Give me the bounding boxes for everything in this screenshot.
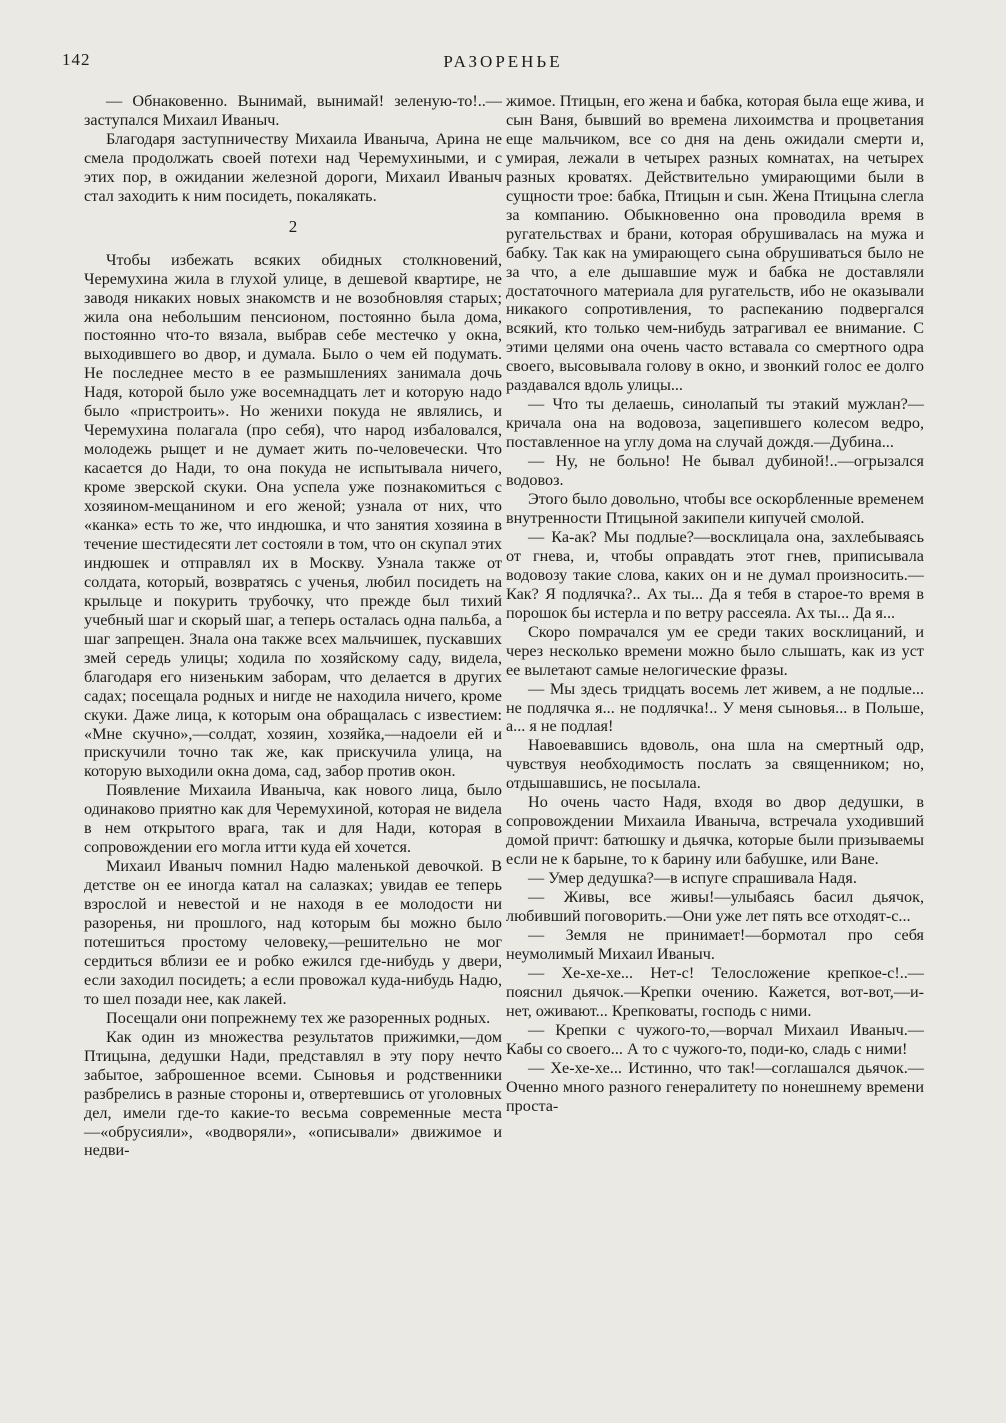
paragraph: — Мы здесь тридцать восемь лет живем, а не подлые... не подлячка я... не подлячка!.. У меня сыновья... в Польше, а... я не подлая! xyxy=(506,679,924,736)
paragraph: — Что ты делаешь, синолапый ты этакий мужлан?—кричала она на водовоза, зацепившего колесом ведро, поставленное на углу дома на случай дождя.—Дубина... xyxy=(506,395,924,452)
paragraph: Появление Михаила Иваныча, как нового лица, было одинаково приятно как для Черемухиной, которая не видела в нем открытого врага, так и для Нади, которая в сопровождении его могла итти куда ей хочется. xyxy=(84,781,502,857)
paragraph: Чтобы избежать всяких обидных столкновений, Черемухина жила в глухой улице, в дешевой квартире, не заводя никаких новых знакомств и не возобновляя старых; жила она небольшим пенсионом, постоянно была дома, постоянно что-то вязала, выбрав себе местечко у окна, выходившего во двор, и думала. Было о чем ей подумать. Не последнее место в ее размышлениях занимала дочь Надя, которой было уже восемнадцать лет и которую надо было «пристроить». Но женихи покуда не являлись, и Черемухина полагала (про себя), что народ избаловался, молодежь рыщет и не думает жить по-человечески. Что касается до Нади, то она покуда не испытывала ничего, кроме зверской скуки. Она успела уже познакомиться с хозяином-мещанином и его женой; узнала от них, что «канка» есть то же, что индюшка, и что занятия хозяина в течение шестидесяти лет состояли в том, что он скупал этих индюшек и отправлял их в Москву. Узнала также от солдата, который, возвратясь с ученья, любил посидеть на крыльце и покурить трубочку, что прежде был тихий учебный шаг и скорый шаг, а теперь осталась одна пальба, а шаг запрещен. Знала она также всех мальчишек, пускавших змей середь улицы; ходила по хозяйскому саду, видела, благодаря его низеньким заборам, что делается в других садах; посещала родных и нигде не находила ничего, кроме скуки. Даже лица, к которым она обращалась с известием: «Мне скучно»,—солдат, хозяин, хозяйка,—надоели ей и прискучили точно так же, как прискучила улица, на которую выходили окна дома, сад, забор против окон. xyxy=(84,250,502,781)
paragraph: — Обнаковенно. Вынимай, вынимай! зеленую-то!..—заступался Михаил Иваныч. xyxy=(84,92,502,129)
paragraph: Благодаря заступничеству Михаила Иваныча, Арина не смела продолжать своей потехи над Черемухиными, и с этих пор, в ожидании железной дороги, Михаил Иваныч стал заходить к ним посидеть, покалякать. xyxy=(84,129,502,205)
left-column xyxy=(84,92,502,1160)
section-number: 2 xyxy=(288,216,298,236)
paragraph: Скоро помрачался ум ее среди таких восклицаний, и через несколько времени можно было слышать, как из уст ее вылетают самые нелогические фразы. xyxy=(506,622,924,679)
paragraph: Посещали они попрежнему тех же разоренных родных. xyxy=(106,1008,491,1027)
paragraph: — Ну, не больно! Не бывал дубиной!..—огрызался водовоз. xyxy=(506,452,924,490)
paragraph: Навоевавшись вдоволь, она шла на смертный одр, чувствуя необходимость послать за священником; но, отдышавшись, не посылала. xyxy=(506,736,924,793)
paragraph: — Ка-ак? Мы подлые?—восклицала она, захлебываясь от гнева, и, чтобы оправдать этот гнев, приписывала водовозу такие слова, каких он и не думал произносить.—Как? Я подлячка?.. Ах ты... Да я тебя в старое-то время в порошок бы истерла и по ветру рассеяла. Ах ты... Да я... xyxy=(506,527,924,622)
right-column xyxy=(506,92,924,1115)
paragraph: — Крепки с чужого-то,—ворчал Михаил Иваныч.—Кабы со своего... А то с чужого-то, поди-ко, сладь с ними! xyxy=(506,1020,924,1058)
paragraph: Как один из множества результатов прижимки,—дом Птицына, дедушки Нади, представлял в эту пору нечто забытое, заброшенное всеми. Сыновья и родственники разбрелись в разные стороны и, отвертевшись от уголовных дел, имели где-то какие-то весьма современные места—«обрусияли», «водворяли», «описывали» движимое и недви- xyxy=(84,1027,502,1160)
paragraph: — Хе-хе-хе... Нет-с! Телосложение крепкое-с!..—пояснил дьячок.—Крепки очению. Кажется, вот-вот,—и-нет, оживают... Крепковаты, господь с ними. xyxy=(506,963,924,1020)
paragraph: — Земля не принимает!—бормотал про себя неумолимый Михаил Иваныч. xyxy=(506,925,924,963)
paragraph: — Умер дедушка?—в испуге спрашивала Надя. xyxy=(528,869,857,888)
paragraph: жимое. Птицын, его жена и бабка, которая была еще жива, и сын Ваня, бывший во времена лихоимства и процветания еще мальчиком, все со дня на день ожидали смерти и, умирая, лежали в четырех разных комнатах, на четырех разных кроватях. Действительно умирающими были в сущности трое: бабка, Птицын и сын. Жена Птицына слегла за компанию. Обыкновенно она проводила время в ругательствах и брани, которая обрушивалась на мужа и бабку. Так как на умирающего сына обрушиваться было не за что, а еле дышавшие муж и бабка не доставляли достаточного материала для ругательств, ибо не оказывали никакого сопротивления, то распеканию подвергался всякий, кто только чем-нибудь затрагивал ее внимание. С этими целями она очень часто вставала со смертного одра своего, высовывала голову в окно, и звонкий голос ее долго раздавался вдоль улицы... xyxy=(506,92,924,395)
paragraph: — Хе-хе-хе... Истинно, что так!—соглашался дьячок.—Оченно много разного генералитету по нонешнему времени проста- xyxy=(506,1058,924,1115)
page-number: 142 xyxy=(62,50,91,69)
paragraph: Михаил Иваныч помнил Надю маленькой девочкой. В детстве он ее иногда катал на салазках; увидав ее теперь взрослой и невестой и не находя в ее молодости ни разоренья, ни прошлого, над которым бы можно было потешиться простому человеку,—решительно не мог сердиться вблизи ее и робко ежился где-нибудь у двери, если заходил посидеть; а если провожал куда-нибудь Надю, то шел позади нее, как лакей. xyxy=(84,857,502,1008)
paragraph: Этого было довольно, чтобы все оскорбленные временем внутренности Птицыной закипели кипучей смолой. xyxy=(506,490,924,527)
paragraph: — Живы, все живы!—улыбаясь басил дьячок, любивший поговорить.—Они уже лет пять все отходят-с... xyxy=(506,888,924,925)
running-title: РАЗОРЕНЬЕ xyxy=(443,52,563,71)
paragraph: Но очень часто Надя, входя во двор дедушки, в сопровождении Михаила Иваныча, встречала уходивший домой причт: батюшку и дьячка, которые были призываемы если не к барыне, то к барину или бабушке, или Ване. xyxy=(506,793,924,869)
